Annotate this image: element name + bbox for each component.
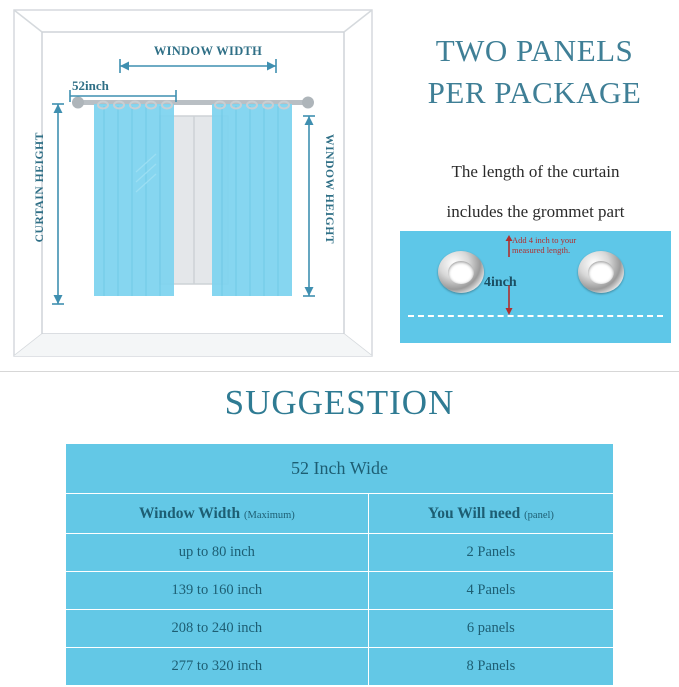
column-header-window-width-note: (Maximum)	[244, 509, 295, 521]
table-width-header: 52 Inch Wide	[66, 444, 614, 494]
subtext-line1: The length of the curtain	[451, 162, 620, 181]
curtain-width-value: 52inch	[72, 78, 109, 93]
table-row	[66, 610, 614, 648]
four-inch-label: 4inch	[484, 275, 517, 290]
headline-line2: PER PACKAGE	[427, 75, 642, 110]
headline-line1: TWO PANELS	[435, 33, 634, 68]
table-row	[66, 648, 614, 686]
grommet-detail-panel	[400, 231, 671, 343]
cell-window-width: up to 80 inch	[66, 534, 369, 572]
suggestion-title: SUGGESTION	[224, 383, 455, 422]
measurement-dashed-line	[408, 315, 663, 317]
window-width-label: WINDOW WIDTH	[153, 44, 263, 58]
cell-panels: 6 panels	[368, 610, 613, 648]
add-four-inch-note-line1: Add 4 inch to your	[512, 235, 577, 245]
column-header-panels-needed	[368, 494, 613, 534]
add-four-inch-note-line2: measured length.	[512, 245, 571, 255]
add-four-inch-note	[512, 235, 662, 255]
cell-window-width: 139 to 160 inch	[66, 572, 369, 610]
column-header-panels-needed-label: You Will need	[427, 504, 521, 522]
subtext	[392, 152, 679, 232]
cell-panels: 2 Panels	[368, 534, 613, 572]
grommet-icon	[578, 251, 624, 293]
subtext-line2: includes the grommet part	[446, 202, 625, 221]
cell-panels: 4 Panels	[368, 572, 613, 610]
cell-window-width: 277 to 320 inch	[66, 648, 369, 686]
grommet-icon	[438, 251, 484, 293]
column-header-panels-needed-note: (panel)	[524, 509, 554, 521]
column-header-window-width	[66, 494, 369, 534]
table-row	[66, 534, 614, 572]
curtain-height-label: CURTAIN HEIGHT	[34, 132, 46, 243]
table-row-column-headers	[66, 494, 614, 534]
suggestion-table	[65, 443, 614, 686]
room-illustration	[8, 4, 378, 364]
cell-panels: 8 Panels	[368, 648, 613, 686]
column-header-window-width-label: Window Width	[138, 504, 241, 522]
cell-window-width: 208 to 240 inch	[66, 610, 369, 648]
section-divider	[0, 371, 679, 372]
table-row-header-width	[66, 444, 614, 494]
headline	[392, 30, 677, 114]
window-height-label: WINDOW HEIGHT	[323, 134, 335, 245]
table-row	[66, 572, 614, 610]
